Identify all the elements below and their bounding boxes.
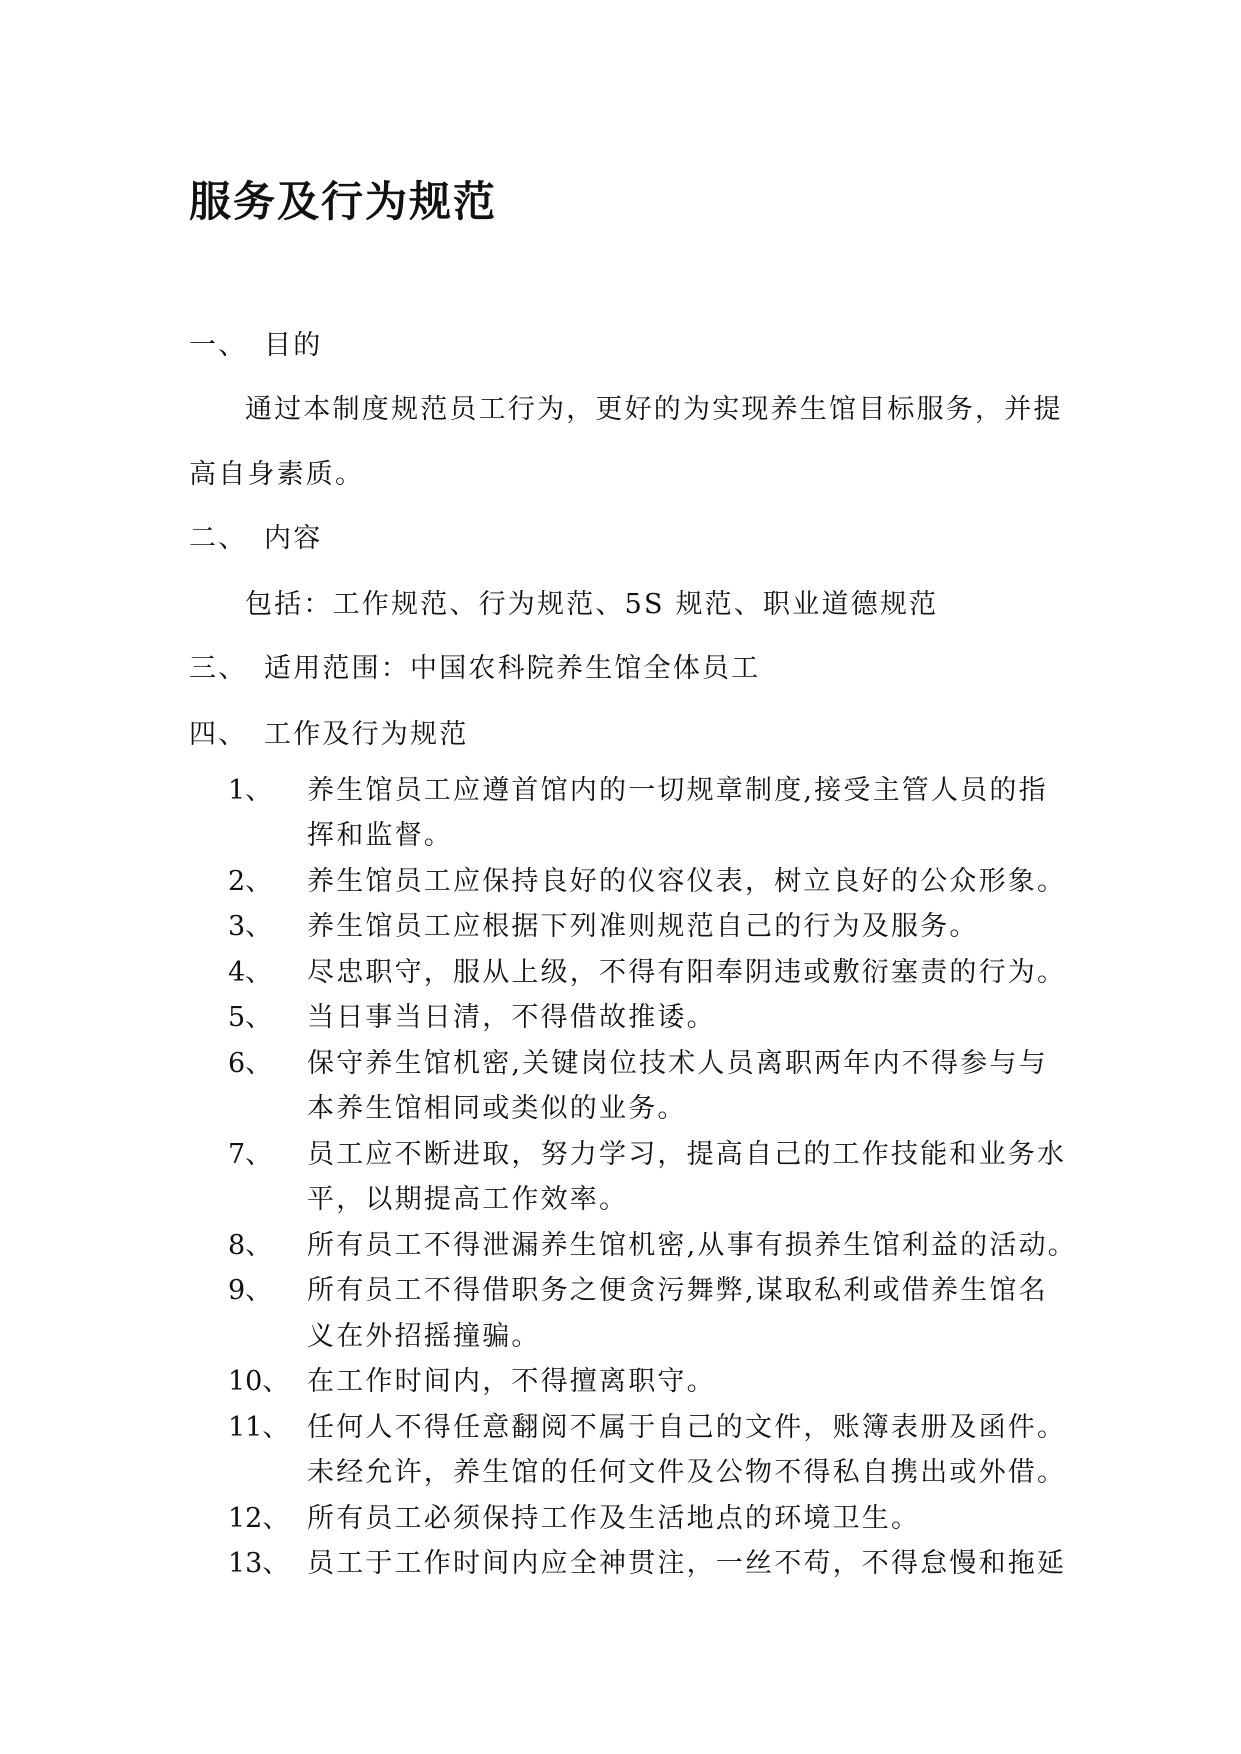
- paragraph-text: 通过本制度规范员工行为，更好的为实现养生馆目标服务，并提: [245, 394, 1063, 425]
- list-item-text: 养生馆员工应保持良好的仪容仪表，树立良好的公众形象。: [307, 866, 1067, 897]
- list-item-text: 当日事当日清，不得借故推诿。: [307, 1002, 716, 1033]
- list-item-number: 6、: [228, 1048, 273, 1079]
- list-item-number: 7、: [228, 1139, 273, 1170]
- section-number: 四、: [189, 719, 248, 750]
- list-item-text: 养生馆员工应遵首馆内的一切规章制度,接受主管人员的指: [307, 775, 1048, 806]
- list-item-number: 10、: [228, 1366, 290, 1397]
- list-item-number: 12、: [228, 1503, 290, 1534]
- list-item-text: 员工应不断进取，努力学习，提高自己的工作技能和业务水: [307, 1139, 1067, 1170]
- list-item-text: 义在外招摇撞骗。: [307, 1321, 541, 1352]
- section-title: 适用范围：中国农科院养生馆全体员工: [264, 653, 761, 684]
- list-item-number: 4、: [228, 957, 273, 988]
- page-title: 服务及行为规范: [189, 177, 498, 226]
- paragraph-text: 包括：工作规范、行为规范、5S 规范、职业道德规范: [245, 589, 939, 620]
- paragraph-text: 高自身素质。: [189, 459, 365, 490]
- list-item-text: 任何人不得任意翻阅不属于自己的文件，账簿表册及函件。: [307, 1412, 1067, 1443]
- list-item-text: 所有员工必须保持工作及生活地点的环境卫生。: [307, 1503, 921, 1534]
- list-item-text: 所有员工不得泄漏养生馆机密,从事有损养生馆利益的活动。: [307, 1230, 1077, 1261]
- section-title: 目的: [264, 330, 323, 361]
- list-item-text: 员工于工作时间内应全神贯注，一丝不苟，不得怠慢和拖延: [307, 1548, 1067, 1579]
- list-item-number: 3、: [228, 911, 273, 942]
- list-item-text: 养生馆员工应根据下列准则规范自己的行为及服务。: [307, 911, 979, 942]
- list-item-number: 11、: [228, 1412, 290, 1443]
- list-item-text: 尽忠职守，服从上级，不得有阳奉阴违或敷衍塞责的行为。: [307, 957, 1067, 988]
- list-item-number: 8、: [228, 1230, 273, 1261]
- list-item-text: 所有员工不得借职务之便贪污舞弊,谋取私利或借养生馆名: [307, 1275, 1048, 1306]
- list-item-number: 2、: [228, 866, 273, 897]
- section-number: 二、: [189, 523, 248, 554]
- section-title: 工作及行为规范: [264, 719, 469, 750]
- list-item-text: 挥和监督。: [307, 820, 453, 851]
- list-item-number: 5、: [228, 1002, 273, 1033]
- list-item-text: 平，以期提高工作效率。: [307, 1184, 629, 1215]
- list-item-number: 1、: [228, 775, 273, 806]
- list-item-text: 本养生馆相同或类似的业务。: [307, 1093, 687, 1124]
- list-item-text: 在工作时间内，不得擅离职守。: [307, 1366, 716, 1397]
- list-item-number: 9、: [228, 1275, 273, 1306]
- section-title: 内容: [264, 523, 323, 554]
- list-item-text: 未经允许，养生馆的任何文件及公物不得私自携出或外借。: [307, 1457, 1067, 1488]
- list-item-text: 保守养生馆机密,关键岗位技术人员离职两年内不得参与与: [307, 1048, 1048, 1079]
- list-item-number: 13、: [228, 1548, 290, 1579]
- section-number: 一、: [189, 330, 248, 361]
- section-number: 三、: [189, 653, 248, 684]
